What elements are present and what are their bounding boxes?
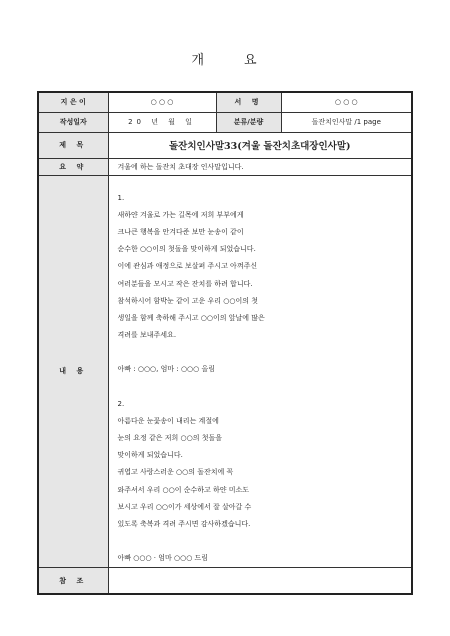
summary-label: 요 약 <box>38 158 108 175</box>
content-line: 와주셔서 우리 ○○이 순수하고 하얀 미소도 <box>117 485 250 494</box>
subject-value: 돌잔치인사말33(겨울 돌잔치초대장인사말) <box>108 132 412 158</box>
content-line: 크나큰 행복을 안겨다준 보만 눈송이 같이 <box>117 227 244 236</box>
content-line: 이에 관심과 애정으로 보살펴 주시고 아껴주신 <box>117 262 258 271</box>
signature-line-1: 아빠 : ○○○, 엄마 : ○○○ 올림 <box>117 365 216 374</box>
content-line: 맞이하게 되었습니다. <box>117 451 183 460</box>
content-line: 2. <box>117 399 125 408</box>
content-line: 귀엽고 사랑스러운 ○○의 돌잔치에 꼭 <box>117 468 234 477</box>
blank-line <box>118 379 412 396</box>
signature-label: 서 명 <box>216 92 281 112</box>
reference-label: 참 조 <box>38 568 108 594</box>
content-line: 여러분들을 모시고 작은 잔치를 하려 합니다. <box>117 279 253 288</box>
title-char-1: 개 <box>191 53 206 68</box>
content-line: 눈의 요정 같은 저희 ○○의 첫돌을 <box>117 433 222 442</box>
blank-line <box>118 533 412 550</box>
category-label: 분류/분량 <box>216 112 281 132</box>
content-line: 참석하시어 함박눈 같이 고운 우리 ○○이의 첫 <box>117 296 259 305</box>
author-label: 지 은 이 <box>38 92 108 112</box>
subject-label: 제 목 <box>38 132 108 158</box>
content-line: 아름다운 눈꽃송이 내리는 계절에 <box>117 416 219 425</box>
signature-value: ○ ○ ○ <box>281 92 412 112</box>
reference-row <box>38 568 412 594</box>
content-line: 격려를 보내주세요. <box>117 331 177 340</box>
signature-line-2: 아빠 ○○○ · 엄마 ○○○ 드림 <box>117 554 209 563</box>
content-line: 1. <box>117 193 125 202</box>
blank-line <box>118 344 412 361</box>
author-value: ○ ○ ○ <box>108 92 216 112</box>
summary-value: 겨울에 하는 돌잔치 초대장 인사말입니다. <box>108 158 412 175</box>
date-value: 20 년 월 일 <box>108 112 216 132</box>
reference-value <box>108 568 412 594</box>
content-label: 내 용 <box>38 175 108 568</box>
content-line: 보시고 우리 ○○이가 세상에서 잘 살아갈 수 <box>117 502 252 511</box>
content-line: 새하얀 겨울로 가는 길목에 저희 부부에게 <box>117 210 244 219</box>
overview-form-table <box>37 91 413 595</box>
title-char-2: 요 <box>244 53 259 68</box>
content-body <box>108 175 412 568</box>
page-title <box>0 49 450 68</box>
content-row <box>38 175 412 568</box>
author-row <box>38 92 412 112</box>
subject-row <box>38 132 412 158</box>
content-line: 있도록 축복과 격려 주시면 감사하겠습니다. <box>117 519 251 528</box>
date-row <box>38 112 412 132</box>
content-line: 순수한 ○○이의 첫돌을 맞이하게 되었습니다. <box>117 245 256 254</box>
summary-row <box>38 158 412 175</box>
date-label: 작성일자 <box>38 112 108 132</box>
content-line: 생일을 함께 축하해 주시고 ○○이의 앞날에 많은 <box>117 313 265 322</box>
category-value: 돌잔치인사말 /1 page <box>281 112 412 132</box>
